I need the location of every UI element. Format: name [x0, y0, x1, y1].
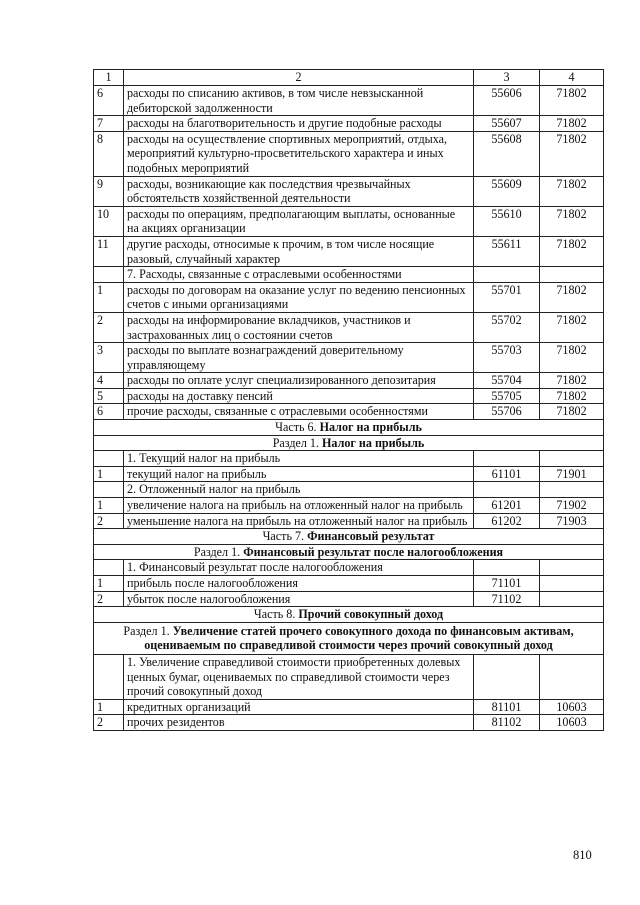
row-code-col4: 10603 [540, 699, 604, 715]
rows-industry-expenses [94, 282, 604, 419]
rows-current-tax [94, 466, 604, 482]
row-number: 2 [94, 715, 124, 731]
part-title: Финансовый результат [307, 529, 435, 544]
row-description: прибыль после налогообложения [124, 576, 474, 592]
group-title: 1. Финансовый результат после налогообложения [124, 560, 474, 576]
row-number: 8 [94, 131, 124, 176]
row-code-col3: 55704 [474, 373, 540, 389]
section-prefix: Раздел 1. [123, 623, 173, 638]
row-number: 1 [94, 699, 124, 715]
row-description: уменьшение налога на прибыль на отложенный налог на прибыль [124, 513, 474, 529]
section-title: Увеличение статей прочего совокупного дохода по финансовым активам, оцениваемым по справедливой стоимости через прочий совокупный доход [144, 623, 574, 653]
row-code-col4 [540, 591, 604, 607]
row-code-col3: 55611 [474, 236, 540, 266]
row-description: расходы по списанию активов, в том числе невзысканной дебиторской задолженности [124, 86, 474, 116]
row-number: 6 [94, 86, 124, 116]
header-col-2: 2 [124, 70, 474, 86]
accounts-table [93, 69, 604, 731]
table-header-row [94, 70, 604, 86]
row-code-col3: 81101 [474, 699, 540, 715]
row-number: 9 [94, 176, 124, 206]
part-row [94, 607, 604, 623]
table-row [94, 513, 604, 529]
table-row [94, 699, 604, 715]
row-description: расходы на доставку пенсий [124, 388, 474, 404]
group-row [94, 451, 604, 467]
table-row [94, 312, 604, 342]
row-code-col3: 55705 [474, 388, 540, 404]
row-number: 1 [94, 576, 124, 592]
row-number: 11 [94, 236, 124, 266]
section-title: Финансовый результат после налогообложения [243, 544, 504, 559]
row-description: расходы по договорам на оказание услуг по ведению пенсионных счетов с иными организациями [124, 282, 474, 312]
part-prefix: Часть 7. [262, 529, 308, 544]
row-description: убыток после налогообложения [124, 591, 474, 607]
table-row [94, 715, 604, 731]
document-page [93, 69, 603, 862]
row-code-col4: 71802 [540, 116, 604, 132]
row-code-col4: 71802 [540, 131, 604, 176]
table-row [94, 576, 604, 592]
section-prefix: Раздел 1. [272, 435, 323, 450]
row-description: расходы на осуществление спортивных мероприятий, отдыха, мероприятий культурно-просветительского характера и иных подобных мероприятий [124, 131, 474, 176]
group-title: 1. Текущий налог на прибыль [124, 451, 474, 467]
row-code-col3: 55701 [474, 282, 540, 312]
rows-other-expenses [94, 86, 604, 267]
row-number: 4 [94, 373, 124, 389]
table-row [94, 236, 604, 266]
row-code-col4: 71802 [540, 388, 604, 404]
table-row [94, 131, 604, 176]
row-number: 10 [94, 206, 124, 236]
group-title: 2. Отложенный налог на прибыль [124, 482, 474, 498]
group-row [94, 560, 604, 576]
row-description: расходы на информирование вкладчиков, участников и застрахованных лиц о состоянии счетов [124, 312, 474, 342]
table-row [94, 176, 604, 206]
header-col-3: 3 [474, 70, 540, 86]
table-row [94, 388, 604, 404]
row-description: кредитных организаций [124, 699, 474, 715]
row-description: расходы, возникающие как последствия чрезвычайных обстоятельств хозяйственной деятельности [124, 176, 474, 206]
row-number: 1 [94, 498, 124, 514]
table-row [94, 343, 604, 373]
page-number: 810 [573, 848, 592, 862]
row-code-col4: 71802 [540, 176, 604, 206]
part-prefix: Часть 6. [275, 420, 320, 435]
row-code-col3: 55608 [474, 131, 540, 176]
part-prefix: Часть 8. [253, 607, 299, 622]
section-title: Налог на прибыль [322, 435, 425, 450]
row-code-col4: 71901 [540, 466, 604, 482]
row-code-col4: 71802 [540, 312, 604, 342]
table-row [94, 373, 604, 389]
row-code-col4: 71802 [540, 404, 604, 420]
row-code-col4: 71802 [540, 373, 604, 389]
group-title: 7. Расходы, связанные с отраслевыми особенностями [124, 267, 474, 283]
table-row [94, 282, 604, 312]
row-number: 5 [94, 388, 124, 404]
part-row [94, 420, 604, 436]
table-row [94, 116, 604, 132]
header-col-1: 1 [94, 70, 124, 86]
rows-deferred-tax [94, 498, 604, 529]
table-row [94, 466, 604, 482]
row-number: 2 [94, 591, 124, 607]
row-description: другие расходы, относимые к прочим, в том числе носящие разовый, случайный характер [124, 236, 474, 266]
group-row [94, 482, 604, 498]
group-title: 1. Увеличение справедливой стоимости приобретенных долевых ценных бумаг, оцениваемых по справедливой стоимости через прочий совокупный доход [124, 654, 474, 699]
row-number: 1 [94, 282, 124, 312]
row-code-col3: 55703 [474, 343, 540, 373]
row-number: 2 [94, 513, 124, 529]
row-code-col3: 61202 [474, 513, 540, 529]
row-code-col3: 61101 [474, 466, 540, 482]
row-code-col4: 10603 [540, 715, 604, 731]
row-number: 6 [94, 404, 124, 420]
row-code-col4: 71802 [540, 86, 604, 116]
rows-financial-result [94, 576, 604, 607]
row-description: прочих резидентов [124, 715, 474, 731]
row-description: прочие расходы, связанные с отраслевыми особенностями [124, 404, 474, 420]
row-description: расходы на благотворительность и другие подобные расходы [124, 116, 474, 132]
group-row [94, 267, 604, 283]
row-code-col4: 71802 [540, 343, 604, 373]
table-row [94, 404, 604, 420]
row-code-col4: 71802 [540, 236, 604, 266]
section-row [94, 622, 604, 654]
row-code-col3: 71102 [474, 591, 540, 607]
section-row [94, 544, 604, 560]
table-row [94, 591, 604, 607]
row-code-col3: 55706 [474, 404, 540, 420]
row-code-col4: 71902 [540, 498, 604, 514]
row-number: 1 [94, 466, 124, 482]
row-description: расходы по операциям, предполагающим выплаты, основанные на акциях организации [124, 206, 474, 236]
row-number: 7 [94, 116, 124, 132]
row-code-col3: 55610 [474, 206, 540, 236]
row-code-col3: 55607 [474, 116, 540, 132]
section-row [94, 435, 604, 451]
row-code-col3: 61201 [474, 498, 540, 514]
row-code-col3: 55609 [474, 176, 540, 206]
row-number: 3 [94, 343, 124, 373]
row-description: увеличение налога на прибыль на отложенный налог на прибыль [124, 498, 474, 514]
row-code-col4: 71802 [540, 206, 604, 236]
group-row [94, 654, 604, 699]
rows-fair-value [94, 699, 604, 730]
row-number: 2 [94, 312, 124, 342]
part-row [94, 529, 604, 545]
section-prefix: Раздел 1. [193, 544, 244, 559]
part-title: Прочий совокупный доход [298, 607, 444, 622]
part-title: Налог на прибыль [319, 420, 422, 435]
row-code-col3: 55606 [474, 86, 540, 116]
row-code-col3: 55702 [474, 312, 540, 342]
table-row [94, 86, 604, 116]
table-row [94, 498, 604, 514]
row-description: текущий налог на прибыль [124, 466, 474, 482]
table-row [94, 206, 604, 236]
row-code-col4 [540, 576, 604, 592]
row-code-col3: 71101 [474, 576, 540, 592]
row-description: расходы по оплате услуг специализированного депозитария [124, 373, 474, 389]
row-code-col4: 71903 [540, 513, 604, 529]
row-code-col4: 71802 [540, 282, 604, 312]
header-col-4: 4 [540, 70, 604, 86]
row-code-col3: 81102 [474, 715, 540, 731]
row-description: расходы по выплате вознаграждений доверительному управляющему [124, 343, 474, 373]
